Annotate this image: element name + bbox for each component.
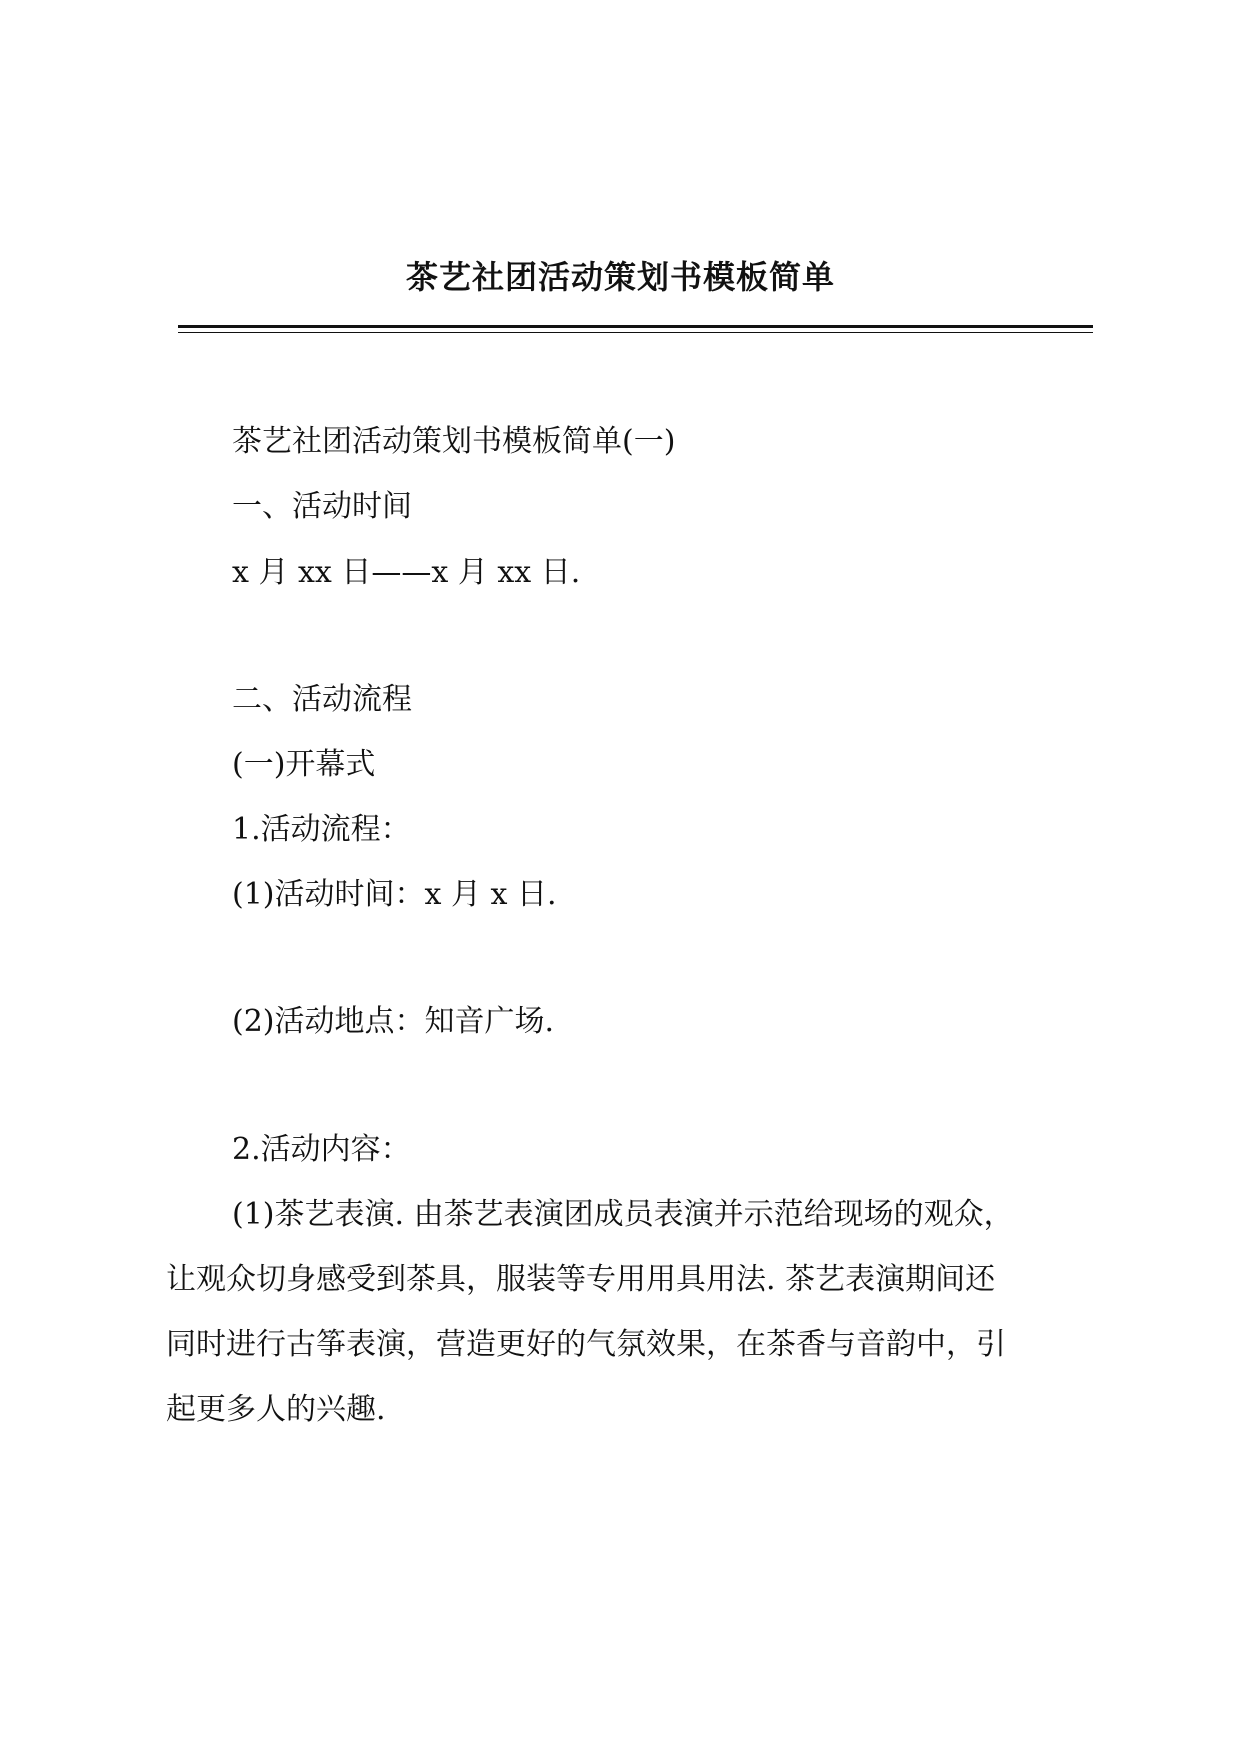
paragraph-line: 同时进行古筝表演，营造更好的气氛效果，在茶香与音韵中，引 — [166, 1327, 1006, 1362]
activity-date-range: x 月 xx 日——x 月 xx 日. — [232, 555, 581, 590]
document-title: 茶艺社团活动策划书模板简单 — [405, 258, 835, 296]
heading-activity-flow: 二、活动流程 — [232, 682, 412, 717]
section-heading: 茶艺社团活动策划书模板简单(一) — [232, 424, 676, 459]
heading-activity-time: 一、活动时间 — [232, 489, 412, 524]
title-divider-thick — [178, 325, 1093, 328]
paragraph-line: 起更多人的兴趣. — [166, 1392, 386, 1427]
item-activity-content: 2.活动内容： — [232, 1132, 411, 1167]
item-activity-time: (1)活动时间：x 月 x 日. — [232, 877, 557, 912]
item-activity-location: (2)活动地点：知音广场. — [232, 1004, 555, 1039]
title-divider-thin — [178, 332, 1093, 333]
paragraph-line: (1)茶艺表演. 由茶艺表演团成员表演并示范给现场的观众， — [232, 1197, 1014, 1232]
subheading-opening: (一)开幕式 — [232, 747, 376, 782]
paragraph-line: 让观众切身感受到茶具，服装等专用用具用法. 茶艺表演期间还 — [166, 1262, 996, 1297]
item-activity-flow: 1.活动流程： — [232, 812, 411, 847]
